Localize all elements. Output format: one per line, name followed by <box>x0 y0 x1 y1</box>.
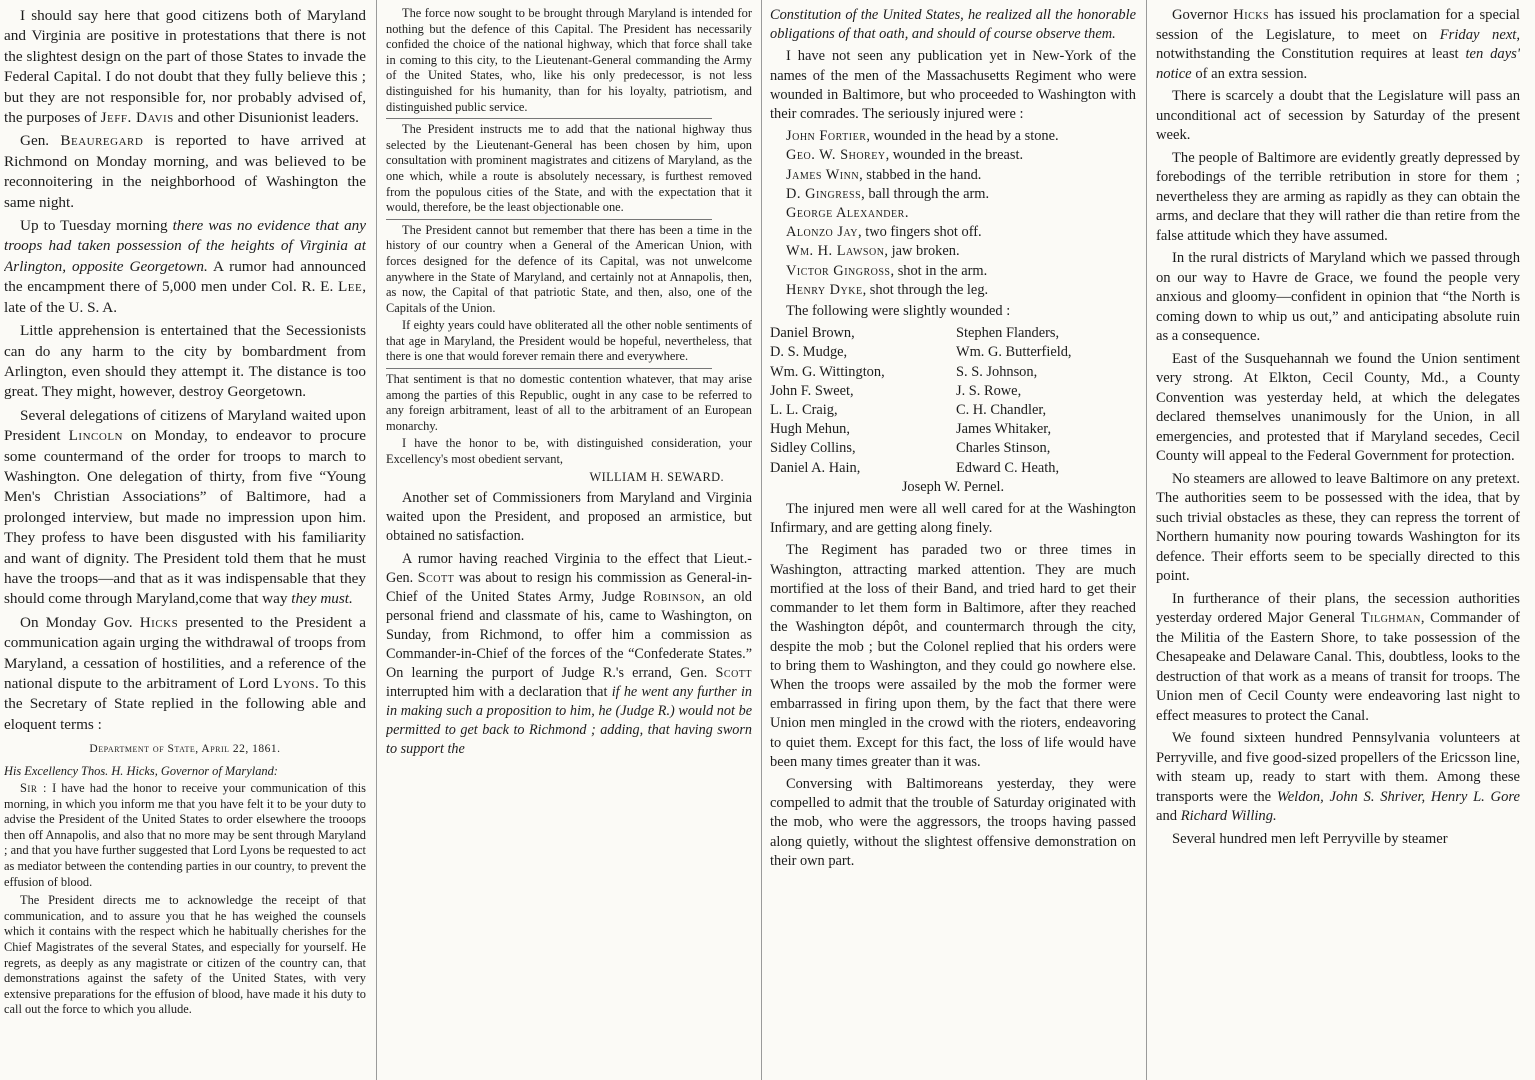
seriously-injured-list <box>770 127 1136 300</box>
list-item: Sidley Collins, <box>770 440 856 457</box>
wounded-detail: , wounded in the head by a stone. <box>866 128 1059 145</box>
list-item: Joseph W. Pernel. <box>901 478 1005 495</box>
list-item <box>786 242 1136 261</box>
paragraph: We found sixteen hundred Pennsylvania volunteers at Perryville, and five good-sized propellers of the Ericsson line, with steam up, ready to start with them. Among these transports were the Weldon, John S. Shriver, Henry L. Gore and Richard Willing. <box>1156 730 1520 824</box>
list-item: Wm. G. Wittington, <box>770 363 885 380</box>
paragraph: Up to Tuesday morning there was no evidence that any troops had taken possession of the heights of Virginia at Arlington, opposite Georgetown. A rumor had announced the encampment there of 5,000 men under Col. R. E. Lee, late of the U. S. A. <box>4 217 366 316</box>
list-item <box>786 166 1136 185</box>
letter-paragraph: The President cannot but remember that there has been a time in the history of our country when a General of the American Union, with forces designed for the defence of its Capital, was not unwelcome anywhere in the State of Maryland, and certainly not at Annapolis, then, as now, the Capital of that patriotic State, and then, also, one of the Capitals of the Union. <box>386 222 752 315</box>
wounded-detail: , stabbed in the hand. <box>859 166 982 183</box>
letter-dateline: Department of State, April 22, 1861. <box>89 743 281 756</box>
paragraph: The people of Baltimore are evidently greatly depressed by forebodings of the terrible retribution in store for them ; nevertheless they are arming as rapidly as they can obtain the arms, and declare that they will rather die than retire from the false attitude which they have assumed. <box>1156 149 1520 244</box>
wounded-name: Alonzo Jay <box>786 224 858 241</box>
wounded-detail: , ball through the arm. <box>861 185 990 202</box>
paragraph: In furtherance of their plans, the secession authorities yesterday ordered Major General Tilghman, Commander of the Militia of the Eastern Shore, to take possession of the Chesapeake and Delaware Canal. This, doubtless, looks to the destruction of that work as a means of transit for troops. The Union men of Cecil County were endeavoring last night to effect measures to protect the Canal. <box>1156 590 1520 724</box>
list-item: Daniel A. Hain, <box>770 459 861 476</box>
column-4 <box>1156 6 1520 1076</box>
paragraph: The Regiment has paraded two or three times in Washington, attracting marked attention. They are much mortified at the loss of their Band, and tried hard to get their commander to let them form in Baltimore, after they reached the Washington dépôt, and countermarch through the city, despite the mob ; but the Colonel replied that his orders were to bring them to Washington, and they could go nowhere else. When the troops were assailed by the mob the former were embarrassed in firing upon them, by the fact that there were Union men mingled in the crowd with the rioters, endeavoring to quiet them. Except for this fact, the loss of life would have been many times greater than it was. <box>770 542 1136 770</box>
letter-signature: WILLIAM H. SEWARD. <box>589 469 724 484</box>
wounded-name: James Winn <box>786 166 860 183</box>
wounded-detail: , wounded in the breast. <box>885 147 1024 164</box>
list-item: Wm. G. Butterfield, <box>956 344 1072 361</box>
wounded-detail: . <box>904 205 909 222</box>
letter-paragraph: The force now sought to be brought through Maryland is intended for nothing but the defence of this Capital. The President has necessarily confided the choice of the national highway, which that force shall take in coming to this city, to the Lieutenant-General commanding the Army of the United States, who, like his only predecessor, is not less distinguished for his humanity, than for his loyalty, patriotism, and distinguished public service. <box>386 6 752 114</box>
list-item: Hugh Mehun, <box>770 421 850 438</box>
paragraph: Conversing with Baltimoreans yesterday, they were compelled to admit that the trouble of Saturday originated with the mob, who were the aggressors, the troops having passed along quietly, without the slightest offensive demonstration on their own part. <box>770 775 1136 869</box>
list-item <box>786 127 1136 146</box>
list-item: D. S. Mudge, <box>770 344 848 361</box>
list-item: Charles Stinson, <box>956 440 1051 457</box>
wounded-detail: , two fingers shot off. <box>858 224 982 241</box>
letter-salutation: His Excellency Thos. H. Hicks, Governor of Maryland: <box>4 763 278 778</box>
column-rule <box>376 0 377 1080</box>
list-item: Stephen Flanders, <box>956 325 1060 342</box>
letter-paragraph: The President instructs me to add that the national highway thus selected by the Lieutenant-General has been chosen by him, upon consultation with prominent magistrates and citizens of Maryland, as the one which, while a route is absolutely necessary, is furthest removed from the populous cities of the State, and with the expectation that it would, therefore, be the least objectionable one. <box>386 122 752 215</box>
letter-paragraph: That sentiment is that no domestic contention whatever, that may arise among the parties of this Republic, ought in any case to be referred to any foreign arbitrament, least of all to the arbitrament of an European monarchy. <box>386 372 752 433</box>
letter-paragraph: Sir : I have had the honor to receive your communication of this morning, in which you inform me that you have felt it to be your duty to advise the President of the United States to order elsewhere the trooops then off Annapolis, and also that no more may be sent through Maryland ; and that you have further suggested that Lord Lyons be requested to act as mediator between the contending parties in our country, to prevent the effusion of blood. <box>4 781 366 889</box>
paragraph: The following were slightly wounded : <box>786 303 1011 320</box>
wounded-name: John Fortier <box>786 128 867 145</box>
list-item: Edward C. Heath, <box>956 459 1060 476</box>
letter-paragraph: The President directs me to acknowledge the receipt of that communication, and to assure you that he has weighed the counsels which it contains with the respect which he habitually cherishes for the Chief Magistrates of the several States, and especially for yourself. He regrets, as deeply as any magistrate or citizen of the country can, that demonstrations against the safety of the United States, with very extensive preparations for the effusion of blood, have made it his duty to call out the force to which you allude. <box>4 893 366 1017</box>
letter-paragraph: I have the honor to be, with distinguished consideration, your Excellency's most obedient servant, <box>386 436 752 467</box>
wounded-detail: , shot in the arm. <box>890 262 988 279</box>
wounded-name: Victor Gingross <box>786 262 891 279</box>
divider <box>386 368 712 369</box>
letter-paragraph: If eighty years could have obliterated all the other noble sentiments of that age in Maryland, the President would be hopeful, nevertheless, that there is one that would forever remain there and everywhere. <box>386 318 752 364</box>
wounded-name: D. Gingress <box>786 185 862 202</box>
paragraph: Little apprehension is entertained that the Secessionists can do any harm to the city by bombardment from Arlington, even should they attempt it. The distance is too great. They might, however, destroy Georgetown. <box>4 322 366 401</box>
list-item: C. H. Chandler, <box>956 402 1047 419</box>
paragraph: The injured men were all well cared for at the Washington Infirmary, and are getting along finely. <box>770 501 1136 537</box>
paragraph: East of the Susquehannah we found the Union sentiment very strong. At Elkton, Cecil County, Md., a County Convention was yesterday held, at which the delegates declared themselves unanimously for the Union, in all emergencies, and protested that if Maryland secedes, Cecil County will appeal to the Federal Government for protection. <box>1156 350 1520 464</box>
paragraph: There is scarcely a doubt that the Legislature will pass an unconditional act of secession by Saturday of the present week. <box>1156 88 1520 143</box>
paragraph: In the rural districts of Maryland which we passed through on our way to Havre de Grace, we found the people very anxious and gloomy—confident in opinion that “the North is coming down to whip us out,” and anticipating absolute ruin as a consequence. <box>1156 250 1520 344</box>
column-1 <box>4 6 366 1076</box>
paragraph: On Monday Gov. Hicks presented to the President a communication again urging the withdrawal of troops from Maryland, a cessation of hostilities, and a reference of the national dispute to the arbitrament of Lord Lyons. To this the Secretary of State replied in the following able and eloquent terms : <box>4 613 366 733</box>
divider <box>386 219 712 220</box>
wounded-name: Wm. H. Lawson <box>786 243 885 260</box>
wounded-name: Henry Dyke <box>786 281 863 298</box>
column-rule <box>761 0 762 1080</box>
list-item <box>786 204 1136 223</box>
list-item: L. L. Craig, <box>770 402 838 419</box>
list-item <box>786 223 1136 242</box>
paragraph: Several delegations of citizens of Maryland waited upon President Lincoln on Monday, to endeavor to procure some countermand of the order for troops to march to Washington. One delegation of thirty, from five “Young Men's Christian Associations” of Baltimore, had a prolonged interview, but made no impression upon him. They profess to have been disgusted with his familiarity and want of dignity. The President told them that he must have the troops—and that as it was indispensable that they should come through Maryland,come that way they must. <box>4 406 366 608</box>
list-item: James Whitaker, <box>956 421 1052 438</box>
divider <box>386 118 712 119</box>
paragraph: No steamers are allowed to leave Baltimore on any pretext. The authorities seem to be possessed with the idea, that by such trivial obstacles as these, they can repress the torrent of Northern humanity now pouring towards Washington for its defence. Their efforts seem to be specially directed to this point. <box>1156 470 1520 584</box>
paragraph: Several hundred men left Perryville by steamer <box>1172 830 1448 847</box>
column-rule <box>1146 0 1147 1080</box>
list-item <box>786 185 1136 204</box>
list-item: S. S. Johnson, <box>956 363 1038 380</box>
paragraph: Constitution of the United States, he realized all the honorable obligations of that oath, and should of course observe them. <box>770 7 1136 43</box>
paragraph: A rumor having reached Virginia to the effect that Lieut.-Gen. Scott was about to resign his commission as General-in-Chief of the United States Army, Judge Robinson, an old personal friend and classmate of his, came to Washington, on Sunday, from Richmond, to offer him a commission as Commander-in-Chief of the forces of the “Confederate States.” On learning the purport of Judge R.'s errand, Gen. Scott interrupted him with a declaration that if he went any further in in making such a proposition to him, he (Judge R.) would not be permitted to get back to Richmond ; adding, that having sworn to support the <box>386 551 752 758</box>
paragraph: Another set of Commissioners from Maryland and Virginia waited upon the President, and proposed an armistice, but obtained no satisfaction. <box>386 490 752 545</box>
column-3 <box>770 6 1136 1076</box>
wounded-name: Geo. W. Shorey <box>786 147 886 164</box>
slightly-wounded-list <box>770 324 1136 478</box>
wounded-name: George Alexander <box>786 205 905 222</box>
paragraph: Gen. Beauregard is reported to have arrived at Richmond on Monday morning, and was believed to be reconnoitering in the neighborhood of Washington the same night. <box>4 132 366 211</box>
list-item <box>786 146 1136 165</box>
column-2 <box>386 6 752 1076</box>
list-item <box>786 281 1136 300</box>
list-item: J. S. Rowe, <box>956 382 1022 399</box>
wounded-detail: , jaw broken. <box>884 243 960 260</box>
list-item: John F. Sweet, <box>770 382 854 399</box>
list-item <box>786 262 1136 281</box>
paragraph: I have not seen any publication yet in New-York of the names of the men of the Massachusetts Regiment who were wounded in Baltimore, but who proceeded to Washington with their comrades. The seriously injured were : <box>770 48 1136 123</box>
list-item: Daniel Brown, <box>770 325 855 342</box>
paragraph: I should say here that good citizens both of Maryland and Virginia are positive in protestations that there is not the slightest design on the part of those States to invade the Federal Capital. I do not doubt that they fully believe this ; but they are not responsible for, nor probably advised of, the purposes of Jeff. Davis and other Disunionist leaders. <box>4 7 366 127</box>
paragraph: Governor Hicks has issued his proclamation for a special session of the Legislature, to meet on Friday next, notwithstanding the Constitution requires at least ten days' notice of an extra session. <box>1156 7 1520 82</box>
wounded-detail: , shot through the leg. <box>862 281 989 298</box>
